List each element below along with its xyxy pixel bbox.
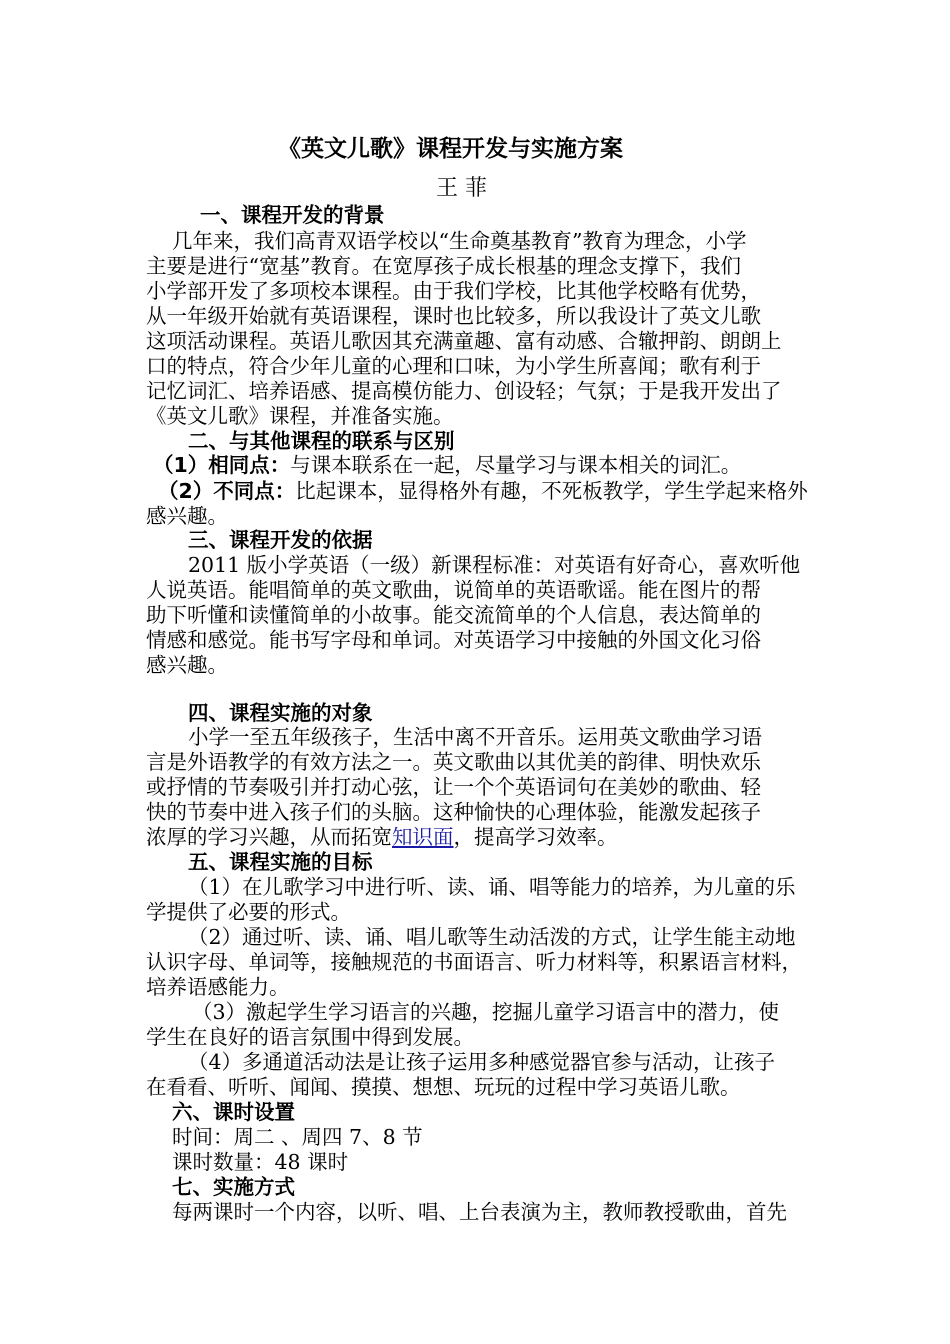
- body-line: [188, 552, 800, 578]
- line-text: 快的节奏中进入孩子们的头脑。这种愉快的心理体验，能激发起孩子: [146, 800, 761, 824]
- line-text: 《英文儿歌》课程，并准备实施。: [146, 404, 454, 428]
- line-text: 时间：周二 、周四 7、8 节: [172, 1125, 423, 1149]
- body-line: [158, 478, 808, 504]
- body-line: [146, 328, 782, 354]
- body-line: [146, 1074, 741, 1100]
- point-label: （1）相同点：: [153, 453, 291, 477]
- body-line: [146, 749, 761, 775]
- body-line: [172, 1199, 787, 1225]
- line-text: 助下听懂和读懂简单的小故事。能交流简单的个人信息，表达简单的: [146, 603, 761, 627]
- body-line: [146, 652, 228, 678]
- body-line: [146, 253, 741, 279]
- body-line: [188, 724, 762, 750]
- body-line: [146, 824, 618, 850]
- section-heading: [188, 849, 373, 875]
- body-line: [146, 949, 802, 975]
- line-text: 学提供了必要的形式。: [146, 900, 351, 924]
- document-title: 《英文儿歌》课程开发与实施方案: [278, 136, 623, 162]
- body-line: [146, 577, 761, 603]
- line-text: （4）多通道活动法是让孩子运用多种感觉器官参与活动，让孩子: [188, 1050, 776, 1074]
- section-heading: [200, 202, 385, 228]
- line-text: 七、实施方式: [172, 1175, 295, 1199]
- section-heading: [188, 428, 455, 454]
- line-text: 认识字母、单词等，接触规范的书面语言、听力材料等，积累语言材料，: [146, 950, 802, 974]
- body-line: [146, 403, 454, 429]
- line-text: 主要是进行“宽基”教育。在宽厚孩子成长根基的理念支撑下，我们: [146, 254, 741, 278]
- body-line: [146, 799, 761, 825]
- point-label: （2）不同点：: [158, 479, 296, 503]
- section-heading: [172, 1174, 295, 1200]
- line-text: 几年来，我们高青双语学校以“生命奠基教育”教育为理念，小学: [172, 229, 747, 253]
- line-text: 这项活动课程。英语儿歌因其充满童趣、富有动感、合辙押韵、朗朗上: [146, 329, 782, 353]
- line-text: 二、与其他课程的联系与区别: [188, 429, 455, 453]
- section-heading: [188, 527, 373, 553]
- line-text: 感兴趣。: [146, 504, 228, 528]
- line-text: （2）通过听、读、诵、唱儿歌等生动活泼的方式，让学生能主动地: [188, 925, 796, 949]
- body-line: [146, 353, 761, 379]
- line-text: 与课本联系在一起，尽量学习与课本相关的词汇。: [290, 453, 742, 477]
- line-text: 六、课时设置: [172, 1100, 295, 1124]
- hyperlink[interactable]: 知识面: [392, 825, 454, 849]
- body-line: [153, 452, 741, 478]
- body-line: [146, 278, 761, 304]
- section-heading: [172, 1099, 295, 1125]
- line-text: 每两课时一个内容，以听、唱、上台表演为主，教师教授歌曲，首先: [172, 1200, 787, 1224]
- line-text: 三、课程开发的依据: [188, 528, 373, 552]
- body-line: [146, 1024, 474, 1050]
- line-text: 人说英语。能唱简单的英文歌曲，说简单的英语歌谣。能在图片的帮: [146, 578, 761, 602]
- line-text: 一、课程开发的背景: [200, 203, 385, 227]
- body-line: [172, 1149, 348, 1175]
- body-line: [188, 924, 796, 950]
- line-text: 小学部开发了多项校本课程。由于我们学校，比其他学校略有优势，: [146, 279, 761, 303]
- body-line: [146, 627, 761, 653]
- body-line: [172, 1124, 423, 1150]
- body-line: [146, 303, 761, 329]
- line-text: （3）激起学生学习语言的兴趣，挖掘儿童学习语言中的潜力，使: [192, 1000, 780, 1024]
- body-line: [146, 974, 290, 1000]
- line-text: 记忆词汇、培养语感、提高模仿能力、创设轻；气氛；于是我开发出了: [146, 379, 782, 403]
- line-text: 课时数量：48 课时: [172, 1150, 349, 1174]
- line-text: 从一年级开始就有英语课程，课时也比较多，所以我设计了英文儿歌: [146, 304, 761, 328]
- body-line: [188, 874, 796, 900]
- section-heading: [188, 700, 373, 726]
- document-author: 王 菲: [436, 176, 487, 201]
- line-text-tail: ，提高学习效率。: [453, 825, 618, 849]
- line-text: 情感和感觉。能书写字母和单词。对英语学习中接触的外国文化习俗: [146, 628, 761, 652]
- line-text: 浓厚的学习兴趣，从而拓宽: [146, 825, 392, 849]
- line-text: 小学一至五年级孩子，生活中离不开音乐。运用英文歌曲学习语: [188, 725, 762, 749]
- line-text: 在看看、听听、闻闻、摸摸、想想、玩玩的过程中学习英语儿歌。: [146, 1075, 741, 1099]
- body-line: [146, 774, 761, 800]
- line-text: 四、课程实施的对象: [188, 701, 373, 725]
- line-text: 学生在良好的语言氛围中得到发展。: [146, 1025, 474, 1049]
- line-text: 培养语感能力。: [146, 975, 290, 999]
- line-text: 2011 版小学英语（一级）新课程标准：对英语有好奇心，喜欢听他: [188, 553, 801, 577]
- body-line: [146, 378, 782, 404]
- body-line: [146, 503, 228, 529]
- line-text: 五、课程实施的目标: [188, 850, 373, 874]
- line-text: 比起课本，显得格外有趣，不死板教学，学生学起来格外: [295, 479, 808, 503]
- line-text: 口的特点，符合少年儿童的心理和口味，为小学生所喜闻；歌有利于: [146, 354, 761, 378]
- line-text: 或抒情的节奏吸引并打动心弦，让一个个英语词句在美妙的歌曲、轻: [146, 775, 761, 799]
- body-line: [192, 999, 779, 1025]
- body-line: [146, 602, 761, 628]
- line-text: （1）在儿歌学习中进行听、读、诵、唱等能力的培养，为儿童的乐: [188, 875, 796, 899]
- body-line: [188, 1049, 775, 1075]
- line-text: 感兴趣。: [146, 653, 228, 677]
- body-line: [146, 899, 351, 925]
- line-text: 言是外语教学的有效方法之一。英文歌曲以其优美的韵律、明快欢乐: [146, 750, 761, 774]
- body-line: [172, 228, 746, 254]
